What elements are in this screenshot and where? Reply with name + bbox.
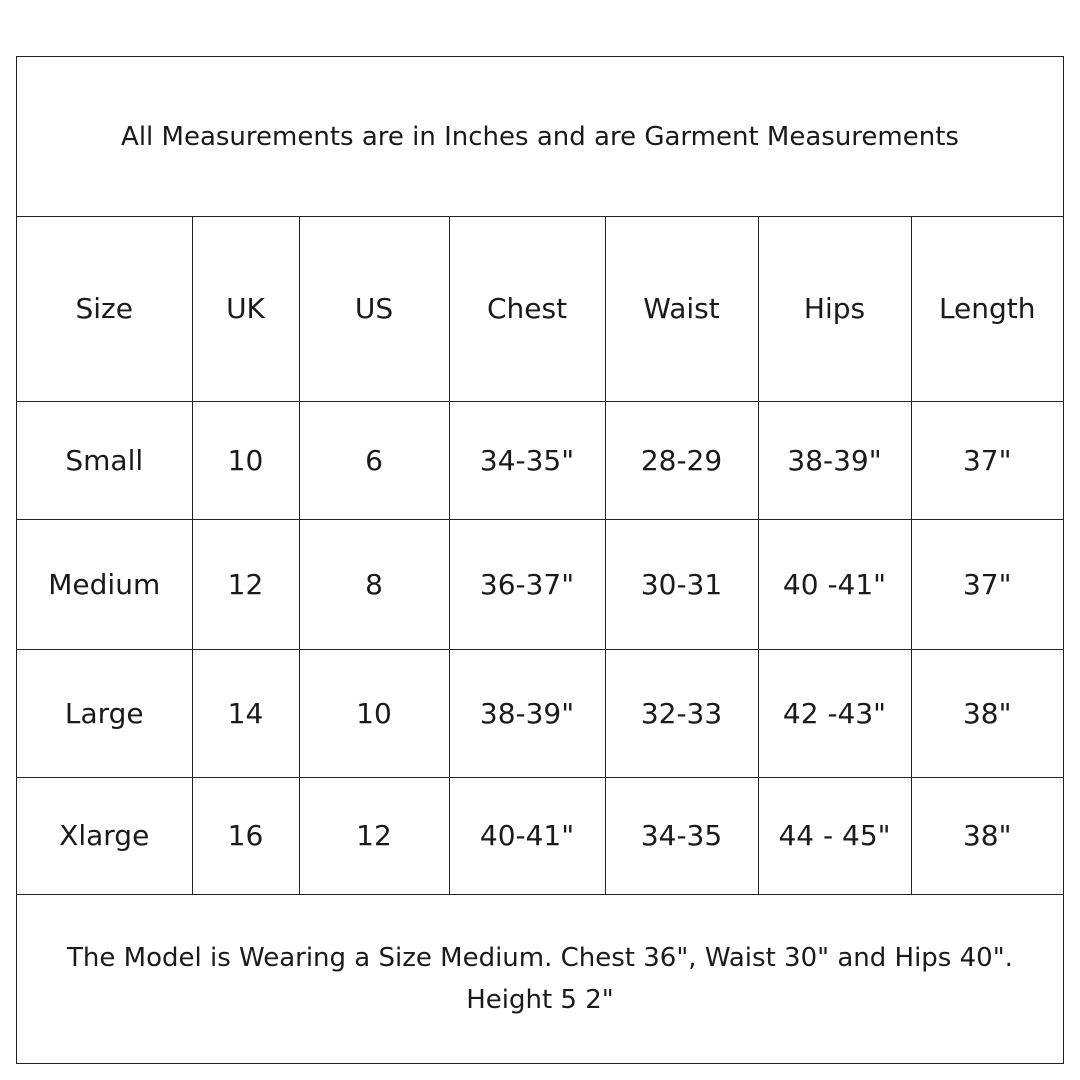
- size-table: [17, 217, 1063, 895]
- cell-uk: 10: [192, 401, 299, 519]
- column-header-uk: UK: [192, 217, 299, 401]
- cell-uk: 12: [192, 519, 299, 649]
- cell-size: Large: [17, 649, 192, 777]
- model-height-line: Height 5 2": [466, 984, 614, 1015]
- measurement-note: [17, 57, 1063, 217]
- column-header-us: US: [299, 217, 449, 401]
- cell-size: Xlarge: [17, 777, 192, 894]
- cell-hips: 40 -41": [758, 519, 911, 649]
- cell-waist: 32-33: [605, 649, 758, 777]
- table-row-small: [17, 401, 1063, 519]
- cell-us: 6: [299, 401, 449, 519]
- cell-waist: 28-29: [605, 401, 758, 519]
- table-row-xlarge: [17, 777, 1063, 894]
- cell-length: 38": [911, 649, 1063, 777]
- size-chart: [16, 56, 1064, 1064]
- table-row-medium: [17, 519, 1063, 649]
- cell-uk: 14: [192, 649, 299, 777]
- cell-us: 8: [299, 519, 449, 649]
- model-size-line-1: The Model is Wearing a Size Medium. Chest 36", Waist 30" and Hips 40".: [67, 942, 1013, 973]
- cell-chest: 40-41": [449, 777, 605, 894]
- cell-size: Medium: [17, 519, 192, 649]
- cell-chest: 36-37": [449, 519, 605, 649]
- cell-length: 38": [911, 777, 1063, 894]
- cell-length: 37": [911, 401, 1063, 519]
- column-header-size: Size: [17, 217, 192, 401]
- cell-us: 12: [299, 777, 449, 894]
- model-size-note-text: [67, 937, 1013, 1021]
- cell-chest: 38-39": [449, 649, 605, 777]
- model-size-note: [17, 895, 1063, 1064]
- cell-hips: 38-39": [758, 401, 911, 519]
- cell-hips: 44 - 45": [758, 777, 911, 894]
- cell-length: 37": [911, 519, 1063, 649]
- column-header-waist: Waist: [605, 217, 758, 401]
- cell-waist: 30-31: [605, 519, 758, 649]
- table-row-large: [17, 649, 1063, 777]
- cell-waist: 34-35: [605, 777, 758, 894]
- column-header-chest: Chest: [449, 217, 605, 401]
- measurement-note-text: All Measurements are in Inches and are Garment Measurements: [121, 121, 959, 152]
- table-header-row: [17, 217, 1063, 401]
- cell-size: Small: [17, 401, 192, 519]
- cell-hips: 42 -43": [758, 649, 911, 777]
- cell-chest: 34-35": [449, 401, 605, 519]
- column-header-hips: Hips: [758, 217, 911, 401]
- cell-us: 10: [299, 649, 449, 777]
- cell-uk: 16: [192, 777, 299, 894]
- column-header-length: Length: [911, 217, 1063, 401]
